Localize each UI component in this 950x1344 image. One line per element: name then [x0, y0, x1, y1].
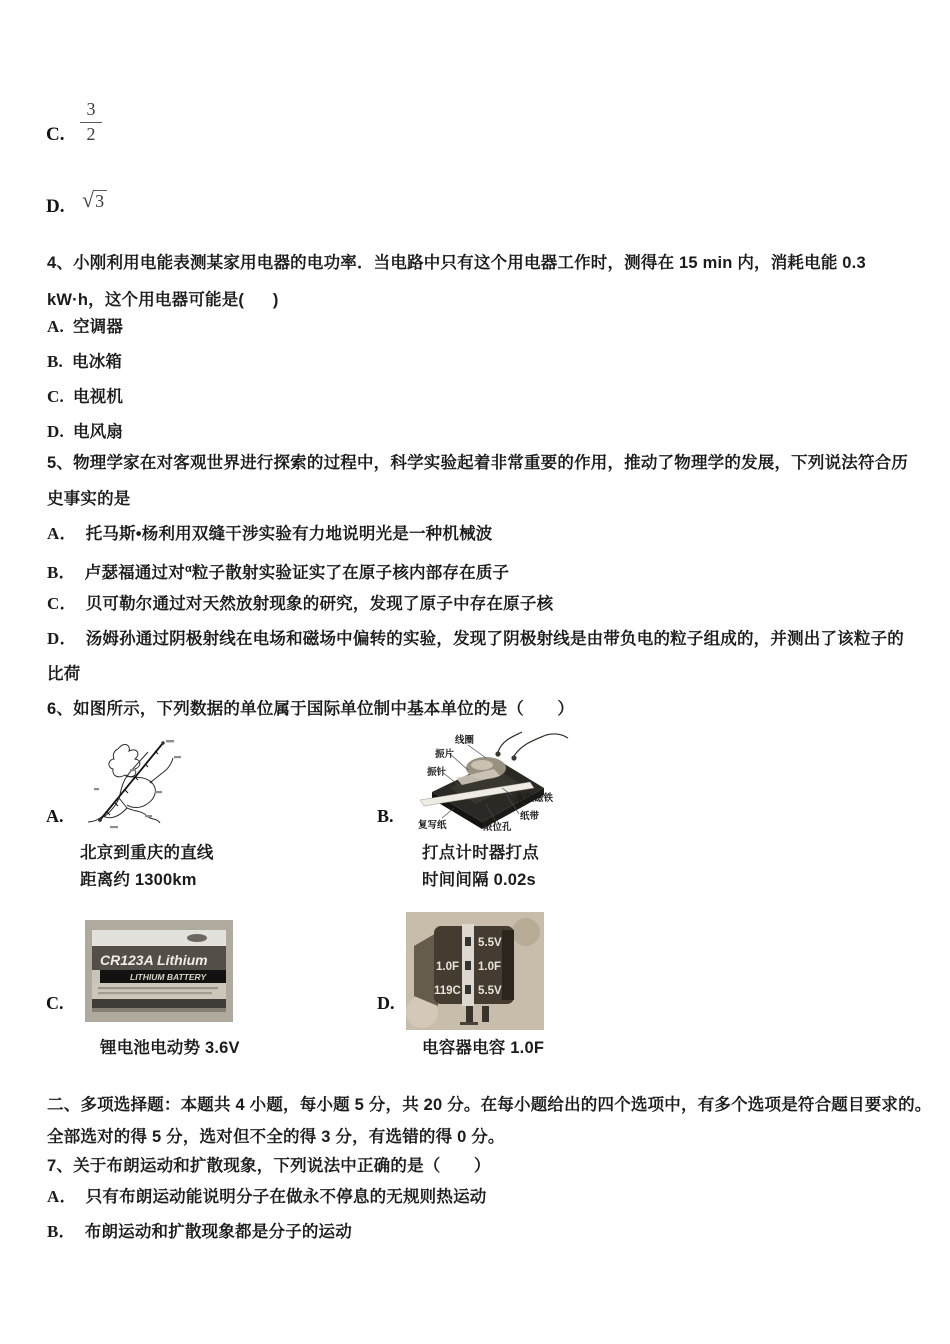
- timer-part-vibrating-plate: 振片: [435, 749, 455, 760]
- q4-option-c-label: C.: [47, 387, 64, 406]
- timer-part-limit-holes: 限位孔: [483, 822, 512, 833]
- timer-part-coil: 线圈: [455, 735, 475, 746]
- q6-figure-d-label: D.: [377, 993, 395, 1013]
- capacitor-print-mid-left: 1.0F: [436, 961, 460, 973]
- question-4-stem-line-2: kW·h，这个用电器可能是( ): [47, 291, 279, 309]
- timer-part-paper-tape: 纸带: [520, 811, 540, 822]
- q5-option-d-label: D．: [47, 629, 77, 648]
- timer-part-carbon-paper: 复写纸: [418, 820, 447, 831]
- capacitor-print-bottom-right: 5.5V: [478, 985, 502, 997]
- radical-sign: √: [82, 187, 95, 212]
- q4-option-b-text: 电冰箱: [72, 353, 123, 371]
- q4-option-d-text: 电风扇: [72, 423, 124, 441]
- q5-option-b-label: B．: [47, 563, 76, 582]
- q5-option-d-text: 汤姆孙通过阴极射线在电场和磁场中偏转的实验，发现了阴极射线是由带负电的粒子组成的，并测出了该粒子的: [85, 630, 904, 648]
- q7-option-b-text: 布朗运动和扩散现象都是分子的运动: [84, 1223, 352, 1241]
- q4-option-a-text: 空调器: [72, 318, 124, 336]
- lithium-battery-figure: [85, 920, 233, 1022]
- q7-option-a-text: 只有布朗运动能说明分子在做永不停息的无规则热运动: [85, 1188, 487, 1206]
- q4-option-c: [47, 387, 123, 407]
- question-4-stem-line-1: 4、小刚利用电能表测某家用电器的电功率．当电路中只有这个用电器工作时，测得在 15 min 内，消耗电能 0.3: [47, 254, 866, 272]
- question-7-stem: 7、关于布朗运动和扩散现象，下列说法中正确的是（ ）: [47, 1157, 491, 1175]
- q5-option-c-text: 贝可勒尔通过对天然放射现象的研究，发现了原子中存在原子核: [85, 595, 554, 613]
- q5-option-c: [47, 594, 553, 614]
- section-2-header-line-2: 全部选对的得 5 分，选对但不全的得 3 分，有选错的得 0 分。: [47, 1128, 505, 1146]
- figure-d-caption: 电容器电容 1.0F: [422, 1039, 545, 1057]
- q5-option-a-label: A．: [47, 524, 77, 543]
- q4-option-c-text: 电视机: [72, 388, 124, 406]
- option-d-label: D.: [46, 196, 65, 217]
- q5-option-c-label: C．: [47, 594, 77, 613]
- question-5-stem-line-1: 5、物理学家在对客观世界进行探索的过程中，科学实验起着非常重要的作用，推动了物理学的发展，下列说法符合历: [47, 454, 909, 472]
- fraction-numerator: 3: [80, 99, 102, 123]
- q7-option-a-label: A．: [47, 1187, 77, 1206]
- capacitor-print-top-right: 5.5V: [478, 937, 502, 949]
- q4-option-b-label: B.: [47, 352, 63, 371]
- q6-figure-c-label: C.: [46, 993, 64, 1013]
- fraction-denominator: 2: [86, 123, 96, 144]
- figure-b-caption-line-2: 时间间隔 0.02s: [422, 871, 536, 889]
- figure-a-caption-line-1: 北京到重庆的直线: [80, 844, 214, 862]
- timer-part-permanent-magnet: 永久磁铁: [515, 793, 554, 804]
- figure-c-caption: 锂电池电动势 3.6V: [100, 1039, 240, 1057]
- q5-option-b: [47, 559, 509, 583]
- question-6-stem: 6、如图所示，下列数据的单位属于国际单位制中基本单位的是（ ）: [47, 700, 575, 718]
- ticker-timer-figure: [398, 730, 570, 842]
- straight-line-beijing-chongqing: [100, 743, 163, 820]
- q6-figure-b-label: B.: [377, 806, 394, 826]
- q5-option-b-text-pre: 卢瑟福通过对: [84, 564, 185, 582]
- capacitor-print-bottom-left: 119C: [434, 985, 461, 997]
- q4-option-b: [47, 352, 122, 372]
- q5-option-b-text-post: 粒子散射实验证实了在原子核内部存在质子: [191, 564, 510, 582]
- timer-part-vibrating-needle: 振针: [427, 767, 447, 778]
- option-c-label: C.: [46, 124, 65, 145]
- capacitor-print-mid-right: 1.0F: [478, 961, 502, 973]
- question-5-stem-line-2: 史事实的是: [47, 490, 131, 508]
- q7-option-a: [47, 1187, 487, 1207]
- section-2-header-line-1: 二、多项选择题：本题共 4 小题，每小题 5 分，共 20 分。在每小题给出的四个选项中，有多个选项是符合题目要求的。: [47, 1096, 932, 1114]
- q4-option-d: [47, 422, 123, 442]
- q5-option-d: [47, 629, 904, 649]
- sqrt-three-expression: [82, 187, 107, 213]
- q7-option-b-label: B．: [47, 1222, 76, 1241]
- q6-figure-a-label: A.: [46, 806, 64, 826]
- q4-option-d-label: D.: [47, 422, 64, 441]
- figure-b-caption-line-1: 打点计时器打点: [422, 844, 539, 862]
- q5-option-a: [47, 524, 492, 544]
- q5-option-a-text: 托马斯•杨利用双缝干涉实验有力地说明光是一种机械波: [85, 525, 493, 543]
- radicand: 3: [94, 190, 107, 211]
- q4-option-a: [47, 317, 123, 337]
- battery-print-type: LITHIUM BATTERY: [130, 972, 207, 982]
- fraction-three-halves: [80, 99, 102, 145]
- q5-option-d-continuation: 比荷: [47, 665, 81, 683]
- capacitor-figure: [406, 912, 544, 1030]
- q4-option-a-label: A.: [47, 317, 64, 336]
- battery-print-brand: CR123A Lithium: [100, 952, 208, 968]
- q7-option-b: [47, 1222, 352, 1242]
- figure-a-caption-line-2: 距离约 1300km: [80, 871, 197, 889]
- beijing-chongqing-map-figure: [82, 736, 197, 836]
- alpha-superscript: α: [184, 563, 192, 575]
